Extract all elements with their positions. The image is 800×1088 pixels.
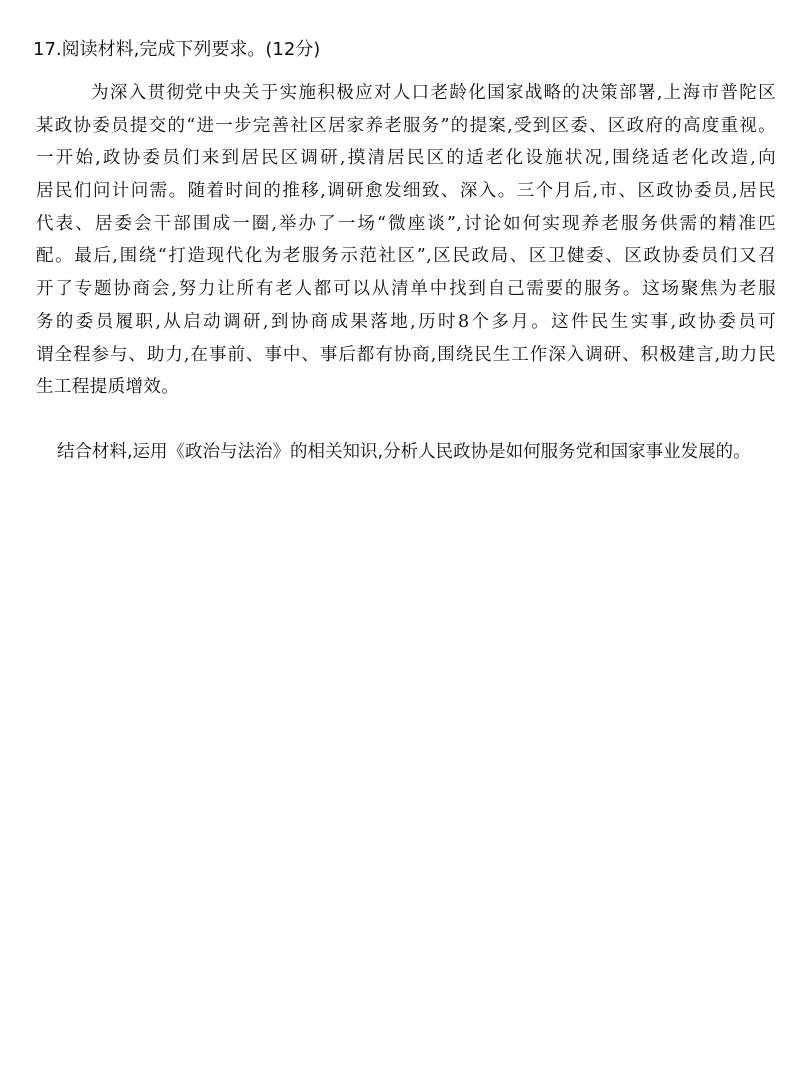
material-line: 生工程提质增效。: [36, 377, 180, 398]
material-line: 谓全程参与、助力,在事前、事中、事后都有协商,围绕民生工作深入调研、积极建言,助力民: [36, 344, 776, 365]
material-line: 一开始,政协委员们来到居民区调研,摸清居民区的适老化设施状况,围绕适老化改造,向: [36, 148, 776, 169]
question-header: 17.阅读材料,完成下列要求。(12分): [33, 39, 321, 60]
material-line: 开了专题协商会,努力让所有老人都可以从清单中找到自己需要的服务。这场聚焦为老服: [36, 279, 776, 300]
material-line: 居民们问计问需。随着时间的推移,调研愈发细致、深入。三个月后,市、区政协委员,居民: [36, 181, 776, 202]
question-task: 结合材料,运用《政治与法治》的相关知识,分析人民政协是如何服务党和国家事业发展的。: [57, 442, 751, 462]
material-line: 代表、居委会干部围成一圈,举办了一场“微座谈”,讨论如何实现养老服务供需的精准匹: [36, 213, 776, 234]
material-line: 为深入贯彻党中央关于实施积极应对人口老龄化国家战略的决策部署,上海市普陀区: [91, 83, 776, 103]
material-line: 务的委员履职,从启动调研,到协商成果落地,历时8个多月。这件民生实事,政协委员可: [36, 311, 776, 332]
material-line: 配。最后,围绕“打造现代化为老服务示范社区”,区民政局、区卫健委、区政协委员们又召: [36, 246, 776, 267]
material-line: 某政协委员提交的“进一步完善社区居家养老服务”的提案,受到区委、区政府的高度重视。: [36, 115, 776, 136]
material-passage: [36, 77, 776, 404]
